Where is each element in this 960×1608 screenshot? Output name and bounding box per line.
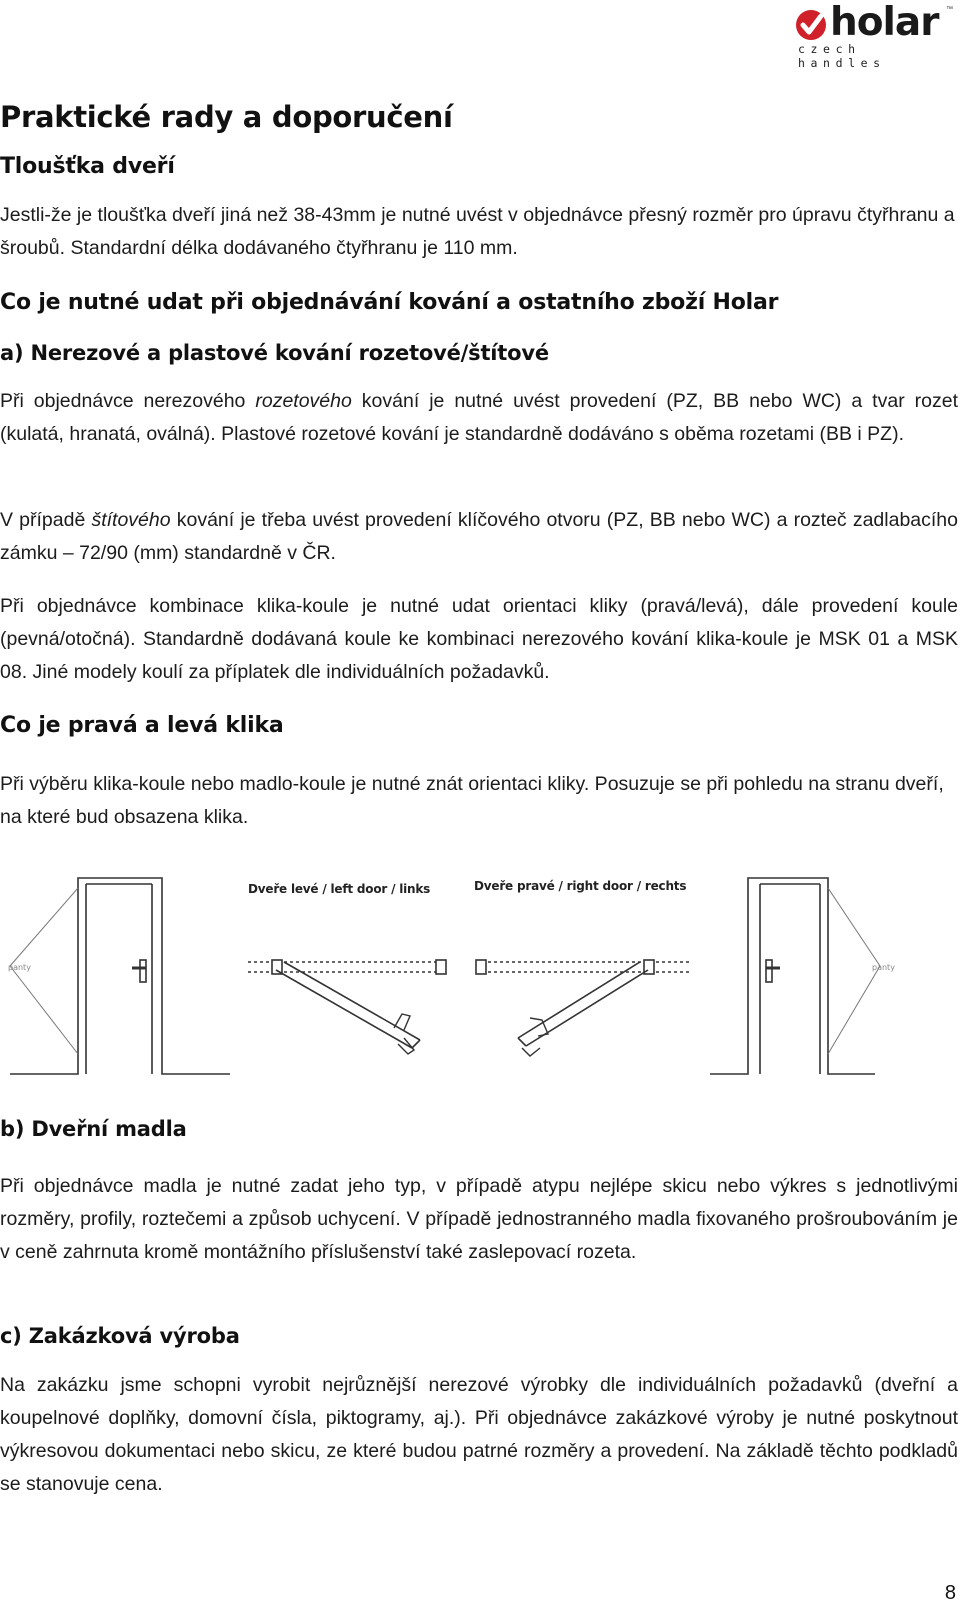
logo-tagline: czech handles	[798, 42, 886, 70]
paragraph-custom-production: Na zakázku jsme schopni vyrobit nejrůznější nerezové výrobky dle individuálních požadavků (dveřní a koupelnové doplňky, domovní čísla, piktogramy, aj.). Při objednávce zakázkové výroby je nutné poskytnout výkresovou dokumentaci nebo skicu, ze které budou patrné rozměry a provedení. Na základě těchto podkladů se stanovuje cena.	[0, 1374, 958, 1495]
heading-rosette-escutcheon: a) Nerezové a plastové kování rozetové/štítové	[0, 341, 549, 365]
text-run: V případě	[0, 509, 92, 531]
heading-door-pulls: b) Dveřní madla	[0, 1117, 187, 1141]
right-door-plan	[476, 960, 690, 1056]
heading-ordering: Co je nutné udat při objednávání kování a ostatního zboží Holar	[0, 290, 779, 315]
right-door-elevation	[710, 878, 880, 1074]
label-hinges-right: panty	[872, 963, 895, 972]
paragraph-door-thickness: Jestli-že je tloušťka dveří jiná než 38-43mm je nutné uvést v objednávce přesný rozměr pro úpravu čtyřhranu a šroubů. Standardní délka dodávaného čtyřhranu je 110 mm.	[0, 204, 955, 259]
paragraph-rosette	[0, 385, 958, 451]
page-title: Praktické rady a doporučení	[0, 100, 453, 134]
paragraph-door-pulls: Při objednávce madla je nutné zadat jeho typ, v případě atypu nejlépe skicu nebo výkres s jednotlivými rozměry, profily, roztečemi a způsob uchycení. V případě jednostranného madla fixovaného prošroubováním je v ceně zahrnuta kromě montážního příslušenství také zaslepovací rozeta.	[0, 1175, 958, 1263]
italic-rosette: rozetového	[255, 390, 352, 412]
caption-left-door: Dveře levé / left door / links	[248, 882, 431, 896]
italic-escutcheon: štítového	[91, 509, 171, 531]
label-hinges-left: panty	[8, 963, 31, 972]
heading-door-thickness: Tloušťka dveří	[0, 154, 175, 179]
text-run: kování je nutné uvést provedení (PZ, BB nebo WC) a tvar rozet (kulatá, hranatá, oválná). Plastové rozetové kování je standardně dodáváno s oběma rozetami (BB i PZ).	[0, 390, 958, 445]
heading-right-left-handle: Co je pravá a levá klika	[0, 713, 284, 738]
caption-right-door: Dveře pravé / right door / rechts	[474, 879, 687, 893]
checkmark-logo-icon	[794, 4, 830, 44]
left-door-elevation	[10, 878, 230, 1074]
text-run: kování je třeba uvést provedení klíčového otvoru (PZ, BB nebo WC) a rozteč zadlabacího zámku – 72/90 (mm) standardně v ČR.	[0, 509, 959, 564]
paragraph-escutcheon	[0, 504, 958, 570]
paragraph-handle-knob: Při objednávce kombinace klika-koule je nutné udat orientaci kliky (pravá/levá), dále provedení koule (pevná/otočná). Standardně dodávaná koule ke kombinaci nerezového kování klika-koule je MSK 01 a MSK 08. Jiné modely koulí za příplatek dle individuálních požadavků.	[0, 595, 958, 683]
door-diagram	[0, 868, 958, 1104]
text-run: Při objednávce nerezového	[0, 390, 256, 412]
paragraph-handle-orientation: Při výběru klika-koule nebo madlo-koule je nutné znát orientaci kliky. Posuzuje se při pohledu na stranu dveří, na které bud obsazena klika.	[0, 773, 944, 828]
door-orientation-figure	[0, 868, 958, 1104]
page-number: 8	[944, 1582, 956, 1604]
heading-custom-production: c) Zakázková výroba	[0, 1324, 240, 1348]
holar-logo	[794, 0, 954, 70]
logo-trademark: ™	[946, 6, 953, 13]
logo-wordmark: holar	[830, 0, 939, 45]
left-door-plan	[248, 960, 446, 1054]
